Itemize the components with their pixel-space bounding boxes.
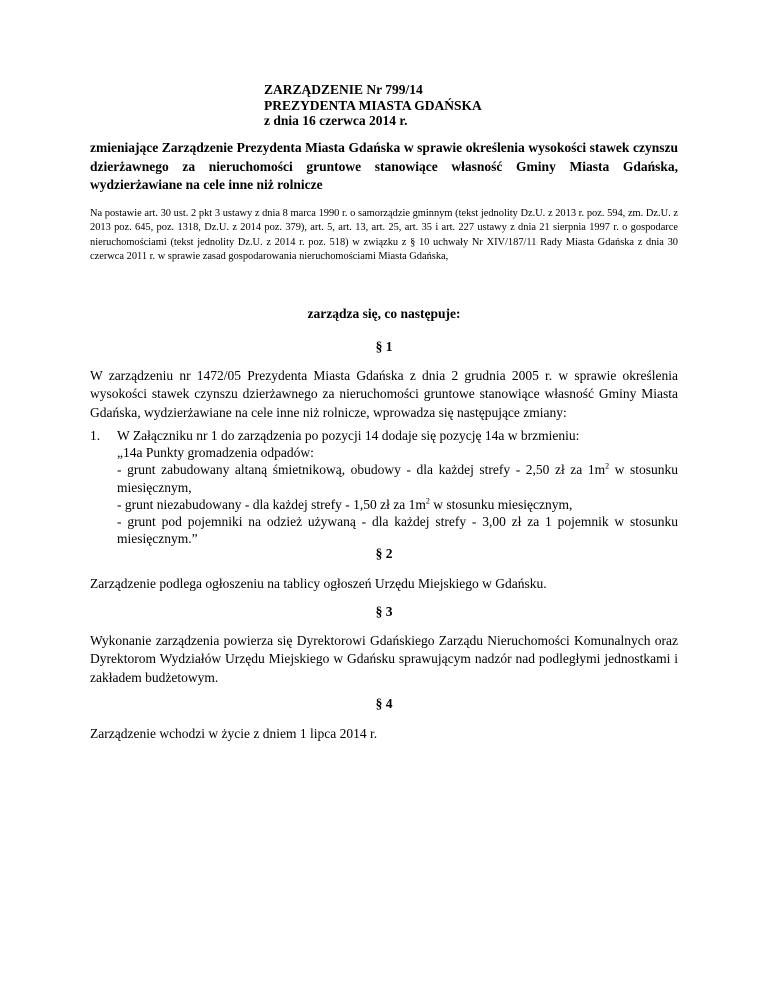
header-date: z dnia 16 czerwca 2014 r. xyxy=(264,113,408,128)
decree-line: zarządza się, co następuje: xyxy=(307,306,461,321)
legal-basis: Na postawie art. 30 ust. 2 pkt 3 ustawy z dnia 8 marca 1990 r. o samorządzie gminnym (tekst jednolity Dz.U. z 2013 r. poz. 594, zm. Dz.U. z 2013 poz. 645, poz. 1318, Dz.U. z 2014 poz. 379), art. 5, art. 13, art. 25, art. 35 i art. 227 ustawy z dnia 21 sierpnia 1997 r. o gospodarce nieruchomościami (tekst jednolity Dz.U. z 2014 r. poz. 518) w związku z § 10 uchwały Nr XIV/187/11 Rady Miasta Gdańska z dnia 30 czerwca 2011 r. w sprawie zasad gospodarowania nieruchomościami Miasta Gdańska, xyxy=(90,208,678,262)
section-2-heading: § 2 xyxy=(375,546,393,561)
section-4-heading: § 4 xyxy=(375,696,393,711)
list-item xyxy=(90,427,678,547)
list-item-line-1: W Załączniku nr 1 do zarządzenia po pozycji 14 dodaje się pozycję 14a w brzmieniu: xyxy=(117,428,580,443)
list-item-line-3-tail: w stosunku miesięcznym, xyxy=(117,462,678,495)
list-item-line-3-text: - grunt zabudowany altaną śmietnikową, obudowy - dla każdej strefy - 2,50 zł za 1m xyxy=(117,462,606,478)
superscript-2: 2 xyxy=(605,461,610,471)
list-item-number: 1. xyxy=(90,428,101,443)
document-header xyxy=(264,82,482,129)
list-item-line-3 xyxy=(117,461,678,495)
list-item-line-4-text: - grunt niezabudowany - dla każdej strefy - 1,50 zł za 1m xyxy=(117,496,426,512)
section-3-heading: § 3 xyxy=(375,604,393,619)
section-2-text: Zarządzenie podlega ogłoszeniu na tablicy ogłoszeń Urzędu Miejskiego w Gdańsku. xyxy=(90,576,547,591)
superscript-2: 2 xyxy=(425,496,430,506)
section-1-heading: § 1 xyxy=(375,339,393,354)
list-item-body xyxy=(117,427,678,547)
section-1-text: W zarządzeniu nr 1472/05 Prezydenta Miasta Gdańska z dnia 2 grudnia 2005 r. w sprawie określenia wysokości stawek czynszu dzierżawnego za nieruchomości gruntowe stanowiące własność Gminy Miasta Gdańska, wydzierżawiane na cele inne niż rolnicze, wprowadza się następujące zmiany: xyxy=(90,368,678,420)
list-item-line-4-tail: w stosunku miesięcznym, xyxy=(429,496,573,512)
section-3-text: Wykonanie zarządzenia powierza się Dyrektorowi Gdańskiego Zarządu Nieruchomości Komunalnych oraz Dyrektorom Wydziałów Urzędu Miejskiego w Gdańsku sprawującym nadzór nad podległymi jednostkami i zakładem budżetowym. xyxy=(90,633,678,685)
header-issuer: PREZYDENTA MIASTA GDAŃSKA xyxy=(264,97,482,113)
list-item-line-4 xyxy=(117,496,678,513)
list-item-line-5: - grunt pod pojemniki na odzież używaną - dla każdej strefy - 3,00 zł za 1 pojemnik w stosunku miesięcznym.” xyxy=(117,514,678,547)
header-title: ZARZĄDZENIE Nr 799/14 xyxy=(264,82,423,97)
document-subject: zmieniające Zarządzenie Prezydenta Miasta Gdańska w sprawie określenia wysokości stawek czynszu dzierżawnego za nieruchomości gruntowe stanowiące własność Gminy Miasta Gdańska, wydzierżawiane na cele inne niż rolnicze xyxy=(90,140,678,192)
list-item-line-2: „14a Punkty gromadzenia odpadów: xyxy=(117,445,314,461)
section-4-text: Zarządzenie wchodzi w życie z dniem 1 lipca 2014 r. xyxy=(90,726,378,741)
